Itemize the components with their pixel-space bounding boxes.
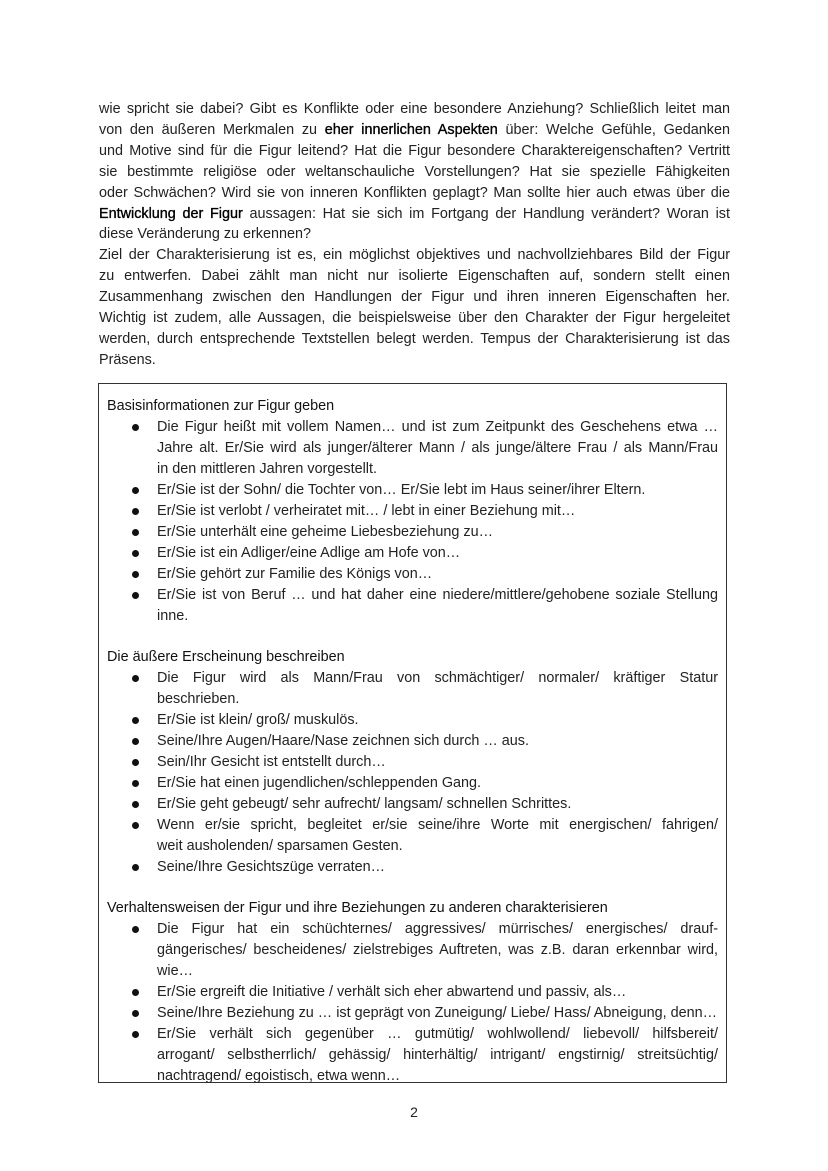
intro-text: Wichtig ist zudem, alle Aussagen, die beispielsweise über den Charakter der Figur hergeleitet	[99, 310, 730, 327]
intro-text: von den äußeren Merkmalen zu	[99, 121, 325, 138]
list-item-text: beschrieben.	[157, 691, 240, 707]
list-item-text: Die Figur heißt mit vollem Namen… und ist zum Zeitpunkt des Geschehens etwa …	[157, 419, 718, 435]
intro-text: über: Welche Gefühle, Gedanken	[497, 121, 731, 138]
intro-line	[99, 99, 730, 120]
bullet-icon	[132, 759, 139, 766]
list-item-text: in den mittleren Jahren vorgestellt.	[157, 461, 377, 477]
bullet-icon	[132, 508, 139, 515]
list-item-text: wie…	[157, 963, 193, 979]
intro-text: werden, durch entsprechende Textstellen belegt werden. Tempus der Charakterisierung ist das	[99, 330, 730, 347]
list-item	[99, 815, 724, 857]
intro-text: Präsens.	[99, 351, 156, 368]
list-item	[99, 585, 724, 627]
bullet-icon	[132, 989, 139, 996]
section-title: Die äußere Erscheinung beschreiben	[107, 649, 345, 665]
bullet-icon	[132, 738, 139, 745]
list-item-text: Er/Sie gehört zur Familie des Königs von…	[157, 566, 433, 582]
list-item-text: Er/Sie ergreift die Initiative / verhält sich eher abwartend und passiv, als…	[157, 984, 627, 1000]
section-list	[99, 919, 724, 1087]
intro-line	[99, 224, 730, 245]
emphasis-text: eher innerlichen Aspekten	[324, 121, 498, 138]
list-item-text: Wenn er/sie spricht, begleitet er/sie seine/ihre Worte mit energischen/ fahrigen/	[157, 817, 718, 833]
list-item	[99, 1003, 724, 1024]
list-item-text: Er/Sie hat einen jugendlichen/schleppenden Gang.	[157, 775, 482, 791]
list-item-text: arrogant/ selbstherrlich/ gehässig/ hinterhältig/ intrigant/ engstirnig/ streitsüchtig/	[157, 1047, 718, 1063]
bullet-icon	[132, 780, 139, 787]
bullet-icon	[132, 926, 139, 933]
list-item	[99, 982, 724, 1003]
list-item-text: Seine/Ihre Augen/Haare/Nase zeichnen sich durch … aus.	[157, 733, 529, 749]
bullet-icon	[132, 864, 139, 871]
list-item-text: Die Figur wird als Mann/Frau von schmächtiger/ normaler/ kräftiger Statur	[157, 670, 718, 686]
list-item-text: Die Figur hat ein schüchternes/ aggressives/ mürrisches/ energisches/ drauf-	[157, 921, 718, 937]
list-item-text: nachtragend/ egoistisch, etwa wenn…	[157, 1068, 401, 1084]
bullet-icon	[132, 529, 139, 536]
list-item-text: Er/Sie verhält sich gegenüber … gutmütig/ wohlwollend/ liebevoll/ hilfsbereit/	[157, 1026, 718, 1042]
section-list	[99, 668, 724, 878]
intro-line	[99, 266, 730, 287]
list-item	[99, 710, 724, 731]
list-item-text: Sein/Ihr Gesicht ist entstellt durch…	[157, 754, 386, 770]
list-item	[99, 480, 724, 501]
list-item-text: Er/Sie ist der Sohn/ die Tochter von… Er/Sie lebt im Haus seiner/ihrer Eltern.	[157, 482, 646, 498]
list-item	[99, 794, 724, 815]
intro-line	[99, 308, 730, 329]
intro-text: wie spricht sie dabei? Gibt es Konflikte oder eine besondere Anziehung? Schließlich leitet man	[99, 101, 730, 117]
bullet-icon	[132, 550, 139, 557]
intro-text: zu entwerfen. Dabei zählt man nicht nur isolierte Eigenschaften auf, sondern stellt einen	[99, 268, 730, 285]
list-item	[99, 668, 724, 710]
list-item-text: Er/Sie ist klein/ groß/ muskulös.	[157, 712, 359, 728]
intro-line	[99, 245, 730, 266]
intro-paragraph	[99, 99, 730, 371]
phrase-box	[98, 383, 727, 1083]
list-item	[99, 857, 724, 878]
intro-line	[99, 141, 730, 162]
bullet-icon	[132, 717, 139, 724]
intro-line	[99, 287, 730, 308]
list-item-text: Seine/Ihre Beziehung zu … ist geprägt von Zuneigung/ Liebe/ Hass/ Abneigung, denn…	[157, 1005, 718, 1021]
list-item-text: Er/Sie geht gebeugt/ sehr aufrecht/ langsam/ schnellen Schrittes.	[157, 796, 572, 812]
list-item	[99, 417, 724, 480]
list-item-text: Seine/Ihre Gesichtszüge verraten…	[157, 859, 385, 875]
emphasis-text: Entwicklung der Figur	[99, 205, 243, 222]
bullet-icon	[132, 1010, 139, 1017]
intro-line	[99, 329, 730, 350]
list-item	[99, 752, 724, 773]
intro-text: sie bestimmte religiöse oder weltanschauliche Vorstellungen? Hat sie spezielle Fähigkeiten	[99, 163, 730, 180]
list-item	[99, 919, 724, 982]
section-list	[99, 417, 724, 627]
list-item-text: Er/Sie ist von Beruf … und hat daher eine niedere/mittlere/gehobene soziale Stellung	[157, 587, 718, 603]
intro-line	[99, 162, 730, 183]
bullet-icon	[132, 487, 139, 494]
intro-text: Ziel der Charakterisierung ist es, ein möglichst objektives und nachvollziehbares Bild der Figur	[99, 247, 730, 264]
bullet-icon	[132, 1031, 139, 1038]
intro-text: diese Veränderung zu erkennen?	[99, 226, 312, 243]
list-item-text: Er/Sie ist ein Adliger/eine Adlige am Hofe von…	[157, 545, 461, 561]
section-title: Basisinformationen zur Figur geben	[107, 398, 335, 414]
intro-text: und Motive sind für die Figur leitend? Hat die Figur besondere Charaktereigenschaften? Vertritt	[99, 142, 730, 159]
list-item	[99, 731, 724, 752]
intro-line	[99, 204, 730, 225]
list-item-text: weit ausholenden/ sparsamen Gesten.	[157, 838, 403, 854]
bullet-icon	[132, 424, 139, 431]
list-item	[99, 1024, 724, 1087]
list-item-text: gängerisches/ bescheidenes/ zielstrebiges Auftreten, was z.B. daran erkennbar wird,	[157, 942, 718, 958]
bullet-icon	[132, 592, 139, 599]
list-item	[99, 564, 724, 585]
bullet-icon	[132, 822, 139, 829]
list-item	[99, 501, 724, 522]
intro-line	[99, 120, 730, 141]
bullet-icon	[132, 675, 139, 682]
bullet-icon	[132, 571, 139, 578]
list-item	[99, 543, 724, 564]
intro-text: aussagen: Hat sie sich im Fortgang der Handlung verändert? Woran ist	[242, 205, 730, 222]
intro-line	[99, 350, 730, 371]
bullet-icon	[132, 801, 139, 808]
page-number: 2	[410, 1104, 418, 1120]
list-item-text: Er/Sie ist verlobt / verheiratet mit… / lebt in einer Beziehung mit…	[157, 503, 576, 519]
list-item	[99, 773, 724, 794]
list-item	[99, 522, 724, 543]
list-item-text: Er/Sie unterhält eine geheime Liebesbeziehung zu…	[157, 524, 494, 540]
intro-text: Zusammenhang zwischen den Handlungen der Figur und ihren inneren Eigenschaften her.	[99, 289, 730, 306]
list-item-text: Jahre alt. Er/Sie wird als junger/älterer Mann / als junge/ältere Frau / als Mann/Frau	[157, 440, 718, 456]
section-title: Verhaltensweisen der Figur und ihre Beziehungen zu anderen charakterisieren	[107, 900, 608, 916]
list-item-text: inne.	[157, 608, 189, 624]
intro-text: oder Schwächen? Wird sie von inneren Konflikten geplagt? Man sollte hier auch etwas über die	[99, 184, 730, 201]
intro-line	[99, 183, 730, 204]
